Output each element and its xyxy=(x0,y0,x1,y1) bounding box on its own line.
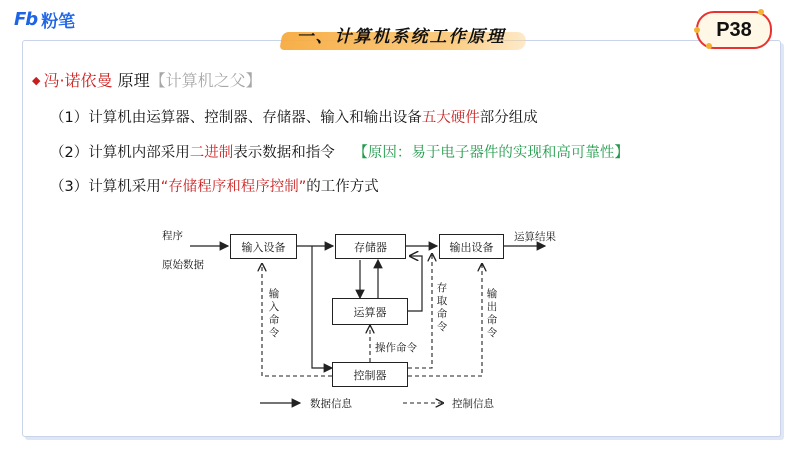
badge-dot-icon xyxy=(694,27,700,33)
badge-dot-icon xyxy=(758,9,764,15)
diamond-bullet-icon: ◆ xyxy=(32,74,41,87)
label-raw-data: 原始数据 xyxy=(162,259,204,271)
legend-data-info: 数据信息 xyxy=(310,398,352,410)
point-2-reason: 【原因：易于电子器件的实现和高可靠性】 xyxy=(353,145,629,161)
box-memory: 存储器 xyxy=(335,234,406,259)
label-input-command: 输入命令 xyxy=(268,288,280,339)
label-output-command: 输出命令 xyxy=(486,288,498,339)
point-2-text: （2）计算机内部采用 xyxy=(50,145,190,161)
logo-name: 粉笔 xyxy=(41,11,76,32)
brand-logo xyxy=(14,6,75,32)
box-controller: 控制器 xyxy=(332,362,408,387)
legend-control-info: 控制信息 xyxy=(452,398,494,410)
page-number: P38 xyxy=(716,18,752,41)
point-3-suffix: 的工作方式 xyxy=(306,179,379,195)
box-input-device: 输入设备 xyxy=(230,234,297,259)
point-1 xyxy=(50,106,538,127)
label-operation-command: 操作命令 xyxy=(375,342,417,354)
box-alu: 运算器 xyxy=(332,298,408,325)
point-2-highlight: 二进制 xyxy=(189,145,234,161)
point-3-text: （3）计算机采用 xyxy=(50,179,161,195)
point-1-text: （1）计算机由运算器、控制器、存储器、输入和输出设备 xyxy=(50,110,422,126)
box-output-device: 输出设备 xyxy=(439,234,504,259)
label-access-command: 存取命令 xyxy=(436,282,448,333)
heading-note: 【计算机之父】 xyxy=(149,71,262,90)
badge-dot-icon xyxy=(706,43,712,49)
slide-title: 一、计算机系统工作原理 xyxy=(296,27,506,47)
point-2 xyxy=(50,141,629,162)
point-1-suffix: 部分组成 xyxy=(479,110,538,126)
heading-suffix: 原理 xyxy=(117,71,150,90)
principle-heading xyxy=(32,68,262,91)
label-result: 运算结果 xyxy=(514,231,556,243)
page-badge xyxy=(696,11,772,49)
label-program: 程序 xyxy=(162,230,183,242)
point-3-highlight: “存储程序和程序控制” xyxy=(160,179,307,195)
heading-name: 冯·诺依曼 xyxy=(43,71,113,90)
point-2-suffix: 表示数据和指令 xyxy=(233,145,335,161)
point-1-highlight: 五大硬件 xyxy=(421,110,480,126)
logo-mark: Fb xyxy=(14,8,38,30)
point-3 xyxy=(50,175,379,196)
von-neumann-diagram xyxy=(160,218,600,418)
slide-title-block xyxy=(273,18,529,52)
